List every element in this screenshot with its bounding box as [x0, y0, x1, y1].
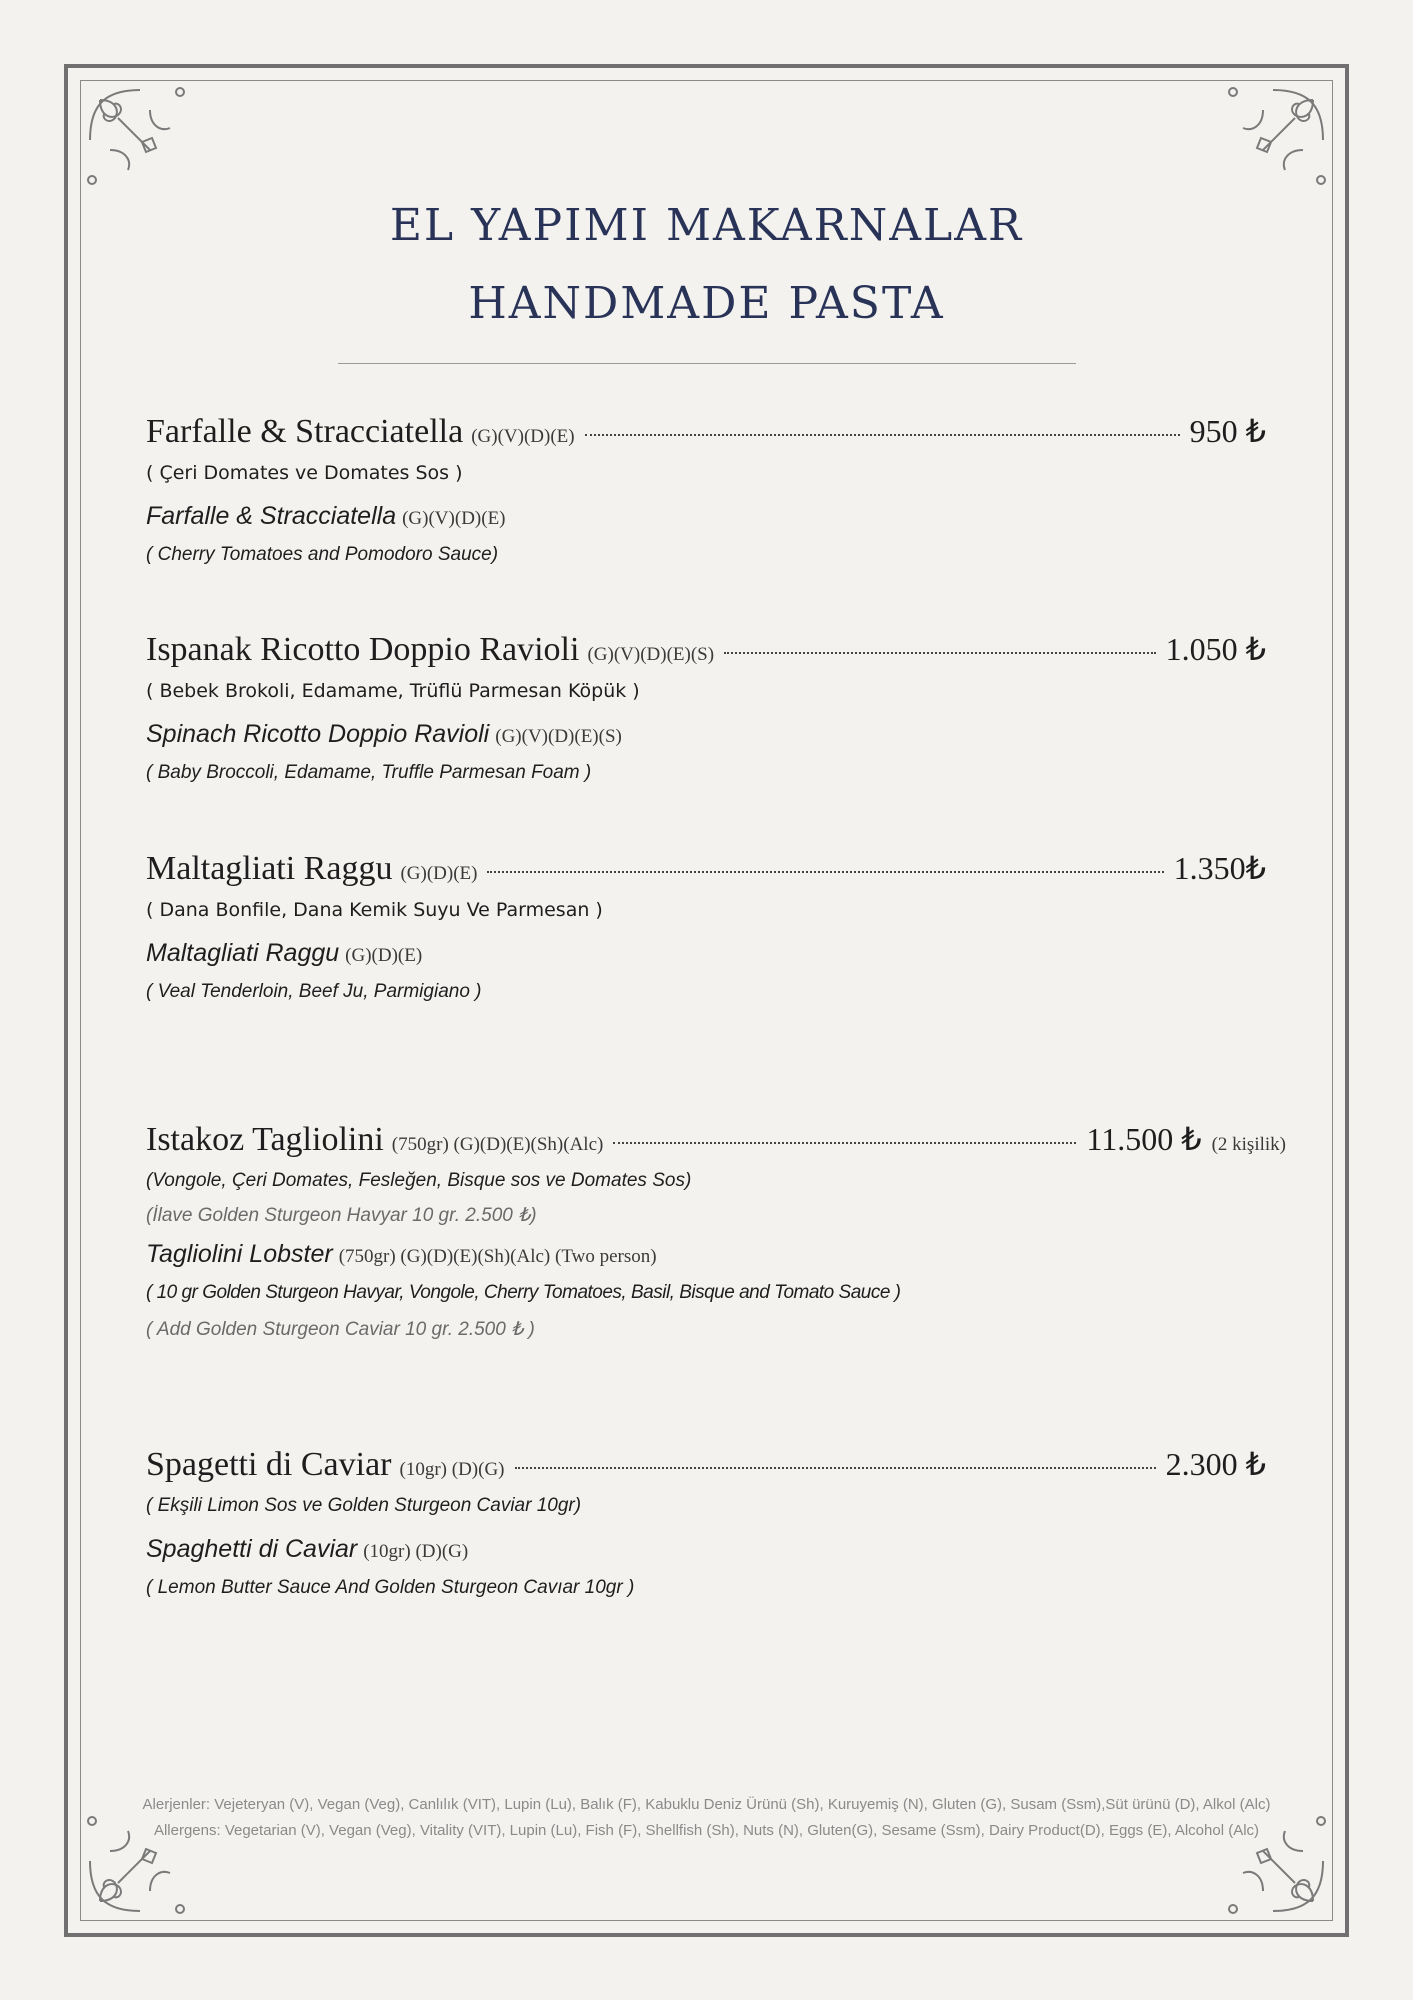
item-desc-en: ( Lemon Butter Sauce And Golden Sturgeon Cavıar 10gr ) [146, 1577, 635, 1598]
item-price: 2.300 ₺ [1165, 1446, 1266, 1482]
item-desc-en: ( Baby Broccoli, Edamame, Truffle Parmesan Foam ) [146, 762, 592, 783]
item-price: 950 ₺ [1189, 413, 1266, 449]
item-price: 11.500 ₺ [1086, 1121, 1202, 1157]
item-tags-tr: (G)(V)(D)(E) [471, 426, 575, 447]
item-name-tr: Istakoz Tagliolini [146, 1121, 384, 1158]
allergens-tr: Alerjenler: Vejeteryan (V), Vegan (Veg), Canlılık (VIT), Lupin (Lu), Balık (F), Kabuklu Deniz Ürünü (Sh), Kuruyemiş (N), Gluten (G), Susam (Ssm),Süt ürünü (D), Alkol (Alc) [142, 1796, 1271, 1813]
item-desc-tr: (Vongole, Çeri Domates, Fesleğen, Bisque sos ve Domates Sos) [146, 1170, 692, 1191]
item-desc-tr: ( Ekşili Limon Sos ve Golden Sturgeon Caviar 10gr) [146, 1495, 582, 1516]
item-tags-en: (G)(V)(D)(E) [402, 508, 506, 529]
item-desc-tr: ( Bebek Brokoli, Edamame, Trüflü Parmesan Köpük ) [146, 680, 640, 702]
item-tags-en: (G)(V)(D)(E)(S) [495, 726, 622, 747]
item-tags-tr: (G)(D)(E) [400, 863, 478, 884]
dot-leader [613, 1142, 1076, 1144]
item-tags-tr: (10gr) (D)(G) [399, 1459, 505, 1480]
item-tags-tr: (750gr) (G)(D)(E)(Sh)(Alc) [391, 1134, 604, 1155]
item-desc-en: ( Veal Tenderloin, Beef Ju, Parmigiano ) [146, 981, 482, 1002]
dot-leader [515, 1467, 1156, 1469]
corner-ornament-icon [80, 80, 210, 210]
menu-item [146, 849, 1266, 1009]
allergens-en: Allergens: Vegetarian (V), Vegan (Veg), Vitality (VIT), Lupin (Lu), Fish (F), Shellfish (Sh), Nuts (N), Gluten(G), Sesame (Ssm), Dairy Product(D), Eggs (E), Alcohol (Alc) [153, 1822, 1260, 1839]
item-desc-tr: ( Dana Bonfile, Dana Kemik Suyu Ve Parmesan ) [146, 899, 603, 921]
item-name-en: Maltagliati Raggu [146, 939, 340, 967]
item-tags-en: (G)(D)(E) [345, 945, 423, 966]
item-name-en: Spinach Ricotto Doppio Ravioli [146, 720, 490, 748]
item-extra-en: ( Add Golden Sturgeon Caviar 10 gr. 2.500 ₺ ) [146, 1319, 535, 1340]
item-name-tr: Farfalle & Stracciatella [146, 413, 464, 450]
item-name-tr: Maltagliati Raggu [146, 850, 393, 887]
item-name-tr: Ispanak Ricotto Doppio Ravioli [146, 631, 580, 668]
title-divider [338, 363, 1076, 364]
item-name-en: Spaghetti di Caviar [146, 1535, 358, 1563]
item-name-en: Tagliolini Lobster [146, 1240, 333, 1268]
item-price: 1.350₺ [1173, 850, 1266, 886]
item-extra-tr: (İlave Golden Sturgeon Havyar 10 gr. 2.500 ₺) [146, 1205, 537, 1226]
page-title-en: HANDMADE PASTA [468, 278, 945, 329]
item-name-en: Farfalle & Stracciatella [146, 502, 397, 530]
dot-leader [585, 434, 1180, 436]
item-desc-en: ( 10 gr Golden Sturgeon Havyar, Vongole, Cherry Tomatoes, Basil, Bisque and Tomato Sauce ) [146, 1282, 901, 1303]
dot-leader [724, 652, 1156, 654]
corner-ornament-icon [1203, 80, 1333, 210]
item-price-note: (2 kişilik) [1211, 1134, 1286, 1155]
item-price: 1.050 ₺ [1165, 631, 1266, 667]
item-tags-en: (10gr) (D)(G) [363, 1541, 469, 1562]
item-desc-en: ( Cherry Tomatoes and Pomodoro Sauce) [146, 544, 499, 565]
menu-item [146, 630, 1266, 790]
item-name-tr: Spagetti di Caviar [146, 1446, 392, 1483]
menu-item [146, 412, 1266, 572]
item-tags-en: (750gr) (G)(D)(E)(Sh)(Alc) (Two person) [338, 1246, 657, 1267]
page-title-tr: EL YAPIMI MAKARNALAR [389, 200, 1024, 251]
menu-item [146, 1445, 1266, 1605]
dot-leader [487, 871, 1163, 873]
item-tags-tr: (G)(V)(D)(E)(S) [587, 644, 715, 665]
menu-item [146, 1120, 1286, 1346]
item-desc-tr: ( Çeri Domates ve Domates Sos ) [146, 462, 463, 484]
